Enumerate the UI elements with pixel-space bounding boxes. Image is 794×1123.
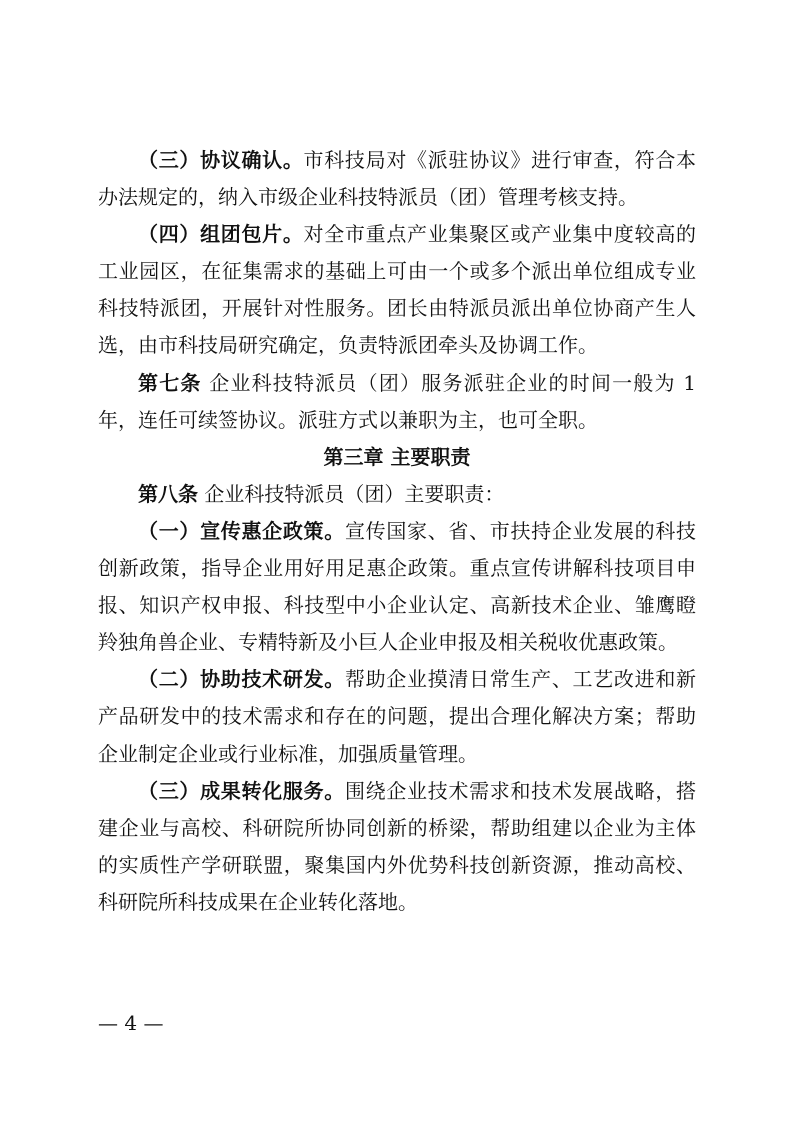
paragraph-text: 宣传国家、省、市扶持企业发展的科技创新政策，指导企业用好用足惠企政策。重点宣传讲解科技项目申报、知识产权申报、科技型中小企业认定、高新技术企业、雏鹰瞪羚独角兽企业、专精特新及小巨人企业申报及相关税收优惠政策。: [98, 518, 697, 655]
article-text: 企业科技特派员（团）服务派驻企业的时间一般为 1 年，连任可续签协议。派驻方式以兼职为主，也可全职。: [98, 370, 696, 432]
paragraph-text: 围绕企业技术需求和技术发展战略，搭建企业与高校、科研院所协同创新的桥梁，帮助组建以企业为主体的实质性产学研联盟，聚集国内外优势科技创新资源，推动高校、科研院所科技成果在企业转化落地。: [98, 778, 697, 914]
paragraph-lead: （三）成果转化服务。: [138, 778, 345, 803]
paragraph-team-grouping: [98, 216, 696, 364]
paragraph-text: 帮助企业摸清日常生产、工艺改进和新产品研发中的技术需求和存在的问题，提出合理化解决方案；帮助企业制定企业或行业标准，加强质量管理。: [98, 667, 697, 766]
chapter-heading: 第三章 主要职责: [323, 444, 471, 469]
paragraph-text: 市科技局对《派驻协议》进行审查，符合本办法规定的，纳入市级企业科技特派员（团）管理考核支持。: [98, 148, 697, 210]
paragraph-lead: （三）协议确认。: [138, 148, 304, 172]
article-lead: 第八条: [138, 481, 198, 506]
duty-policy-promotion: [98, 513, 696, 661]
paragraph-text: 对全市重点产业集聚区或产业集中度较高的工业园区，在征集需求的基础上可由一个或多个派出单位组成专业科技特派团，开展针对性服务。团长由特派员派出单位协商产生人选，由市科技局研究确定，负责特派团牵头及协调工作。: [98, 222, 697, 358]
document-body: [98, 142, 696, 921]
paragraph-lead: （一）宣传惠企政策。: [138, 518, 345, 543]
page-number: — 4 —: [98, 1011, 164, 1035]
article-8: [98, 476, 696, 513]
article-lead: 第七条: [138, 370, 202, 395]
article-text: 企业科技特派员（团）主要职责：: [198, 481, 505, 506]
duty-achievement-transfer: [98, 773, 696, 921]
paragraph-agreement-confirmation: [98, 142, 696, 216]
paragraph-lead: （二）协助技术研发。: [138, 667, 345, 692]
paragraph-lead: （四）组团包片。: [138, 222, 304, 247]
duty-rnd-assistance: [98, 661, 696, 772]
article-7: [98, 365, 696, 439]
